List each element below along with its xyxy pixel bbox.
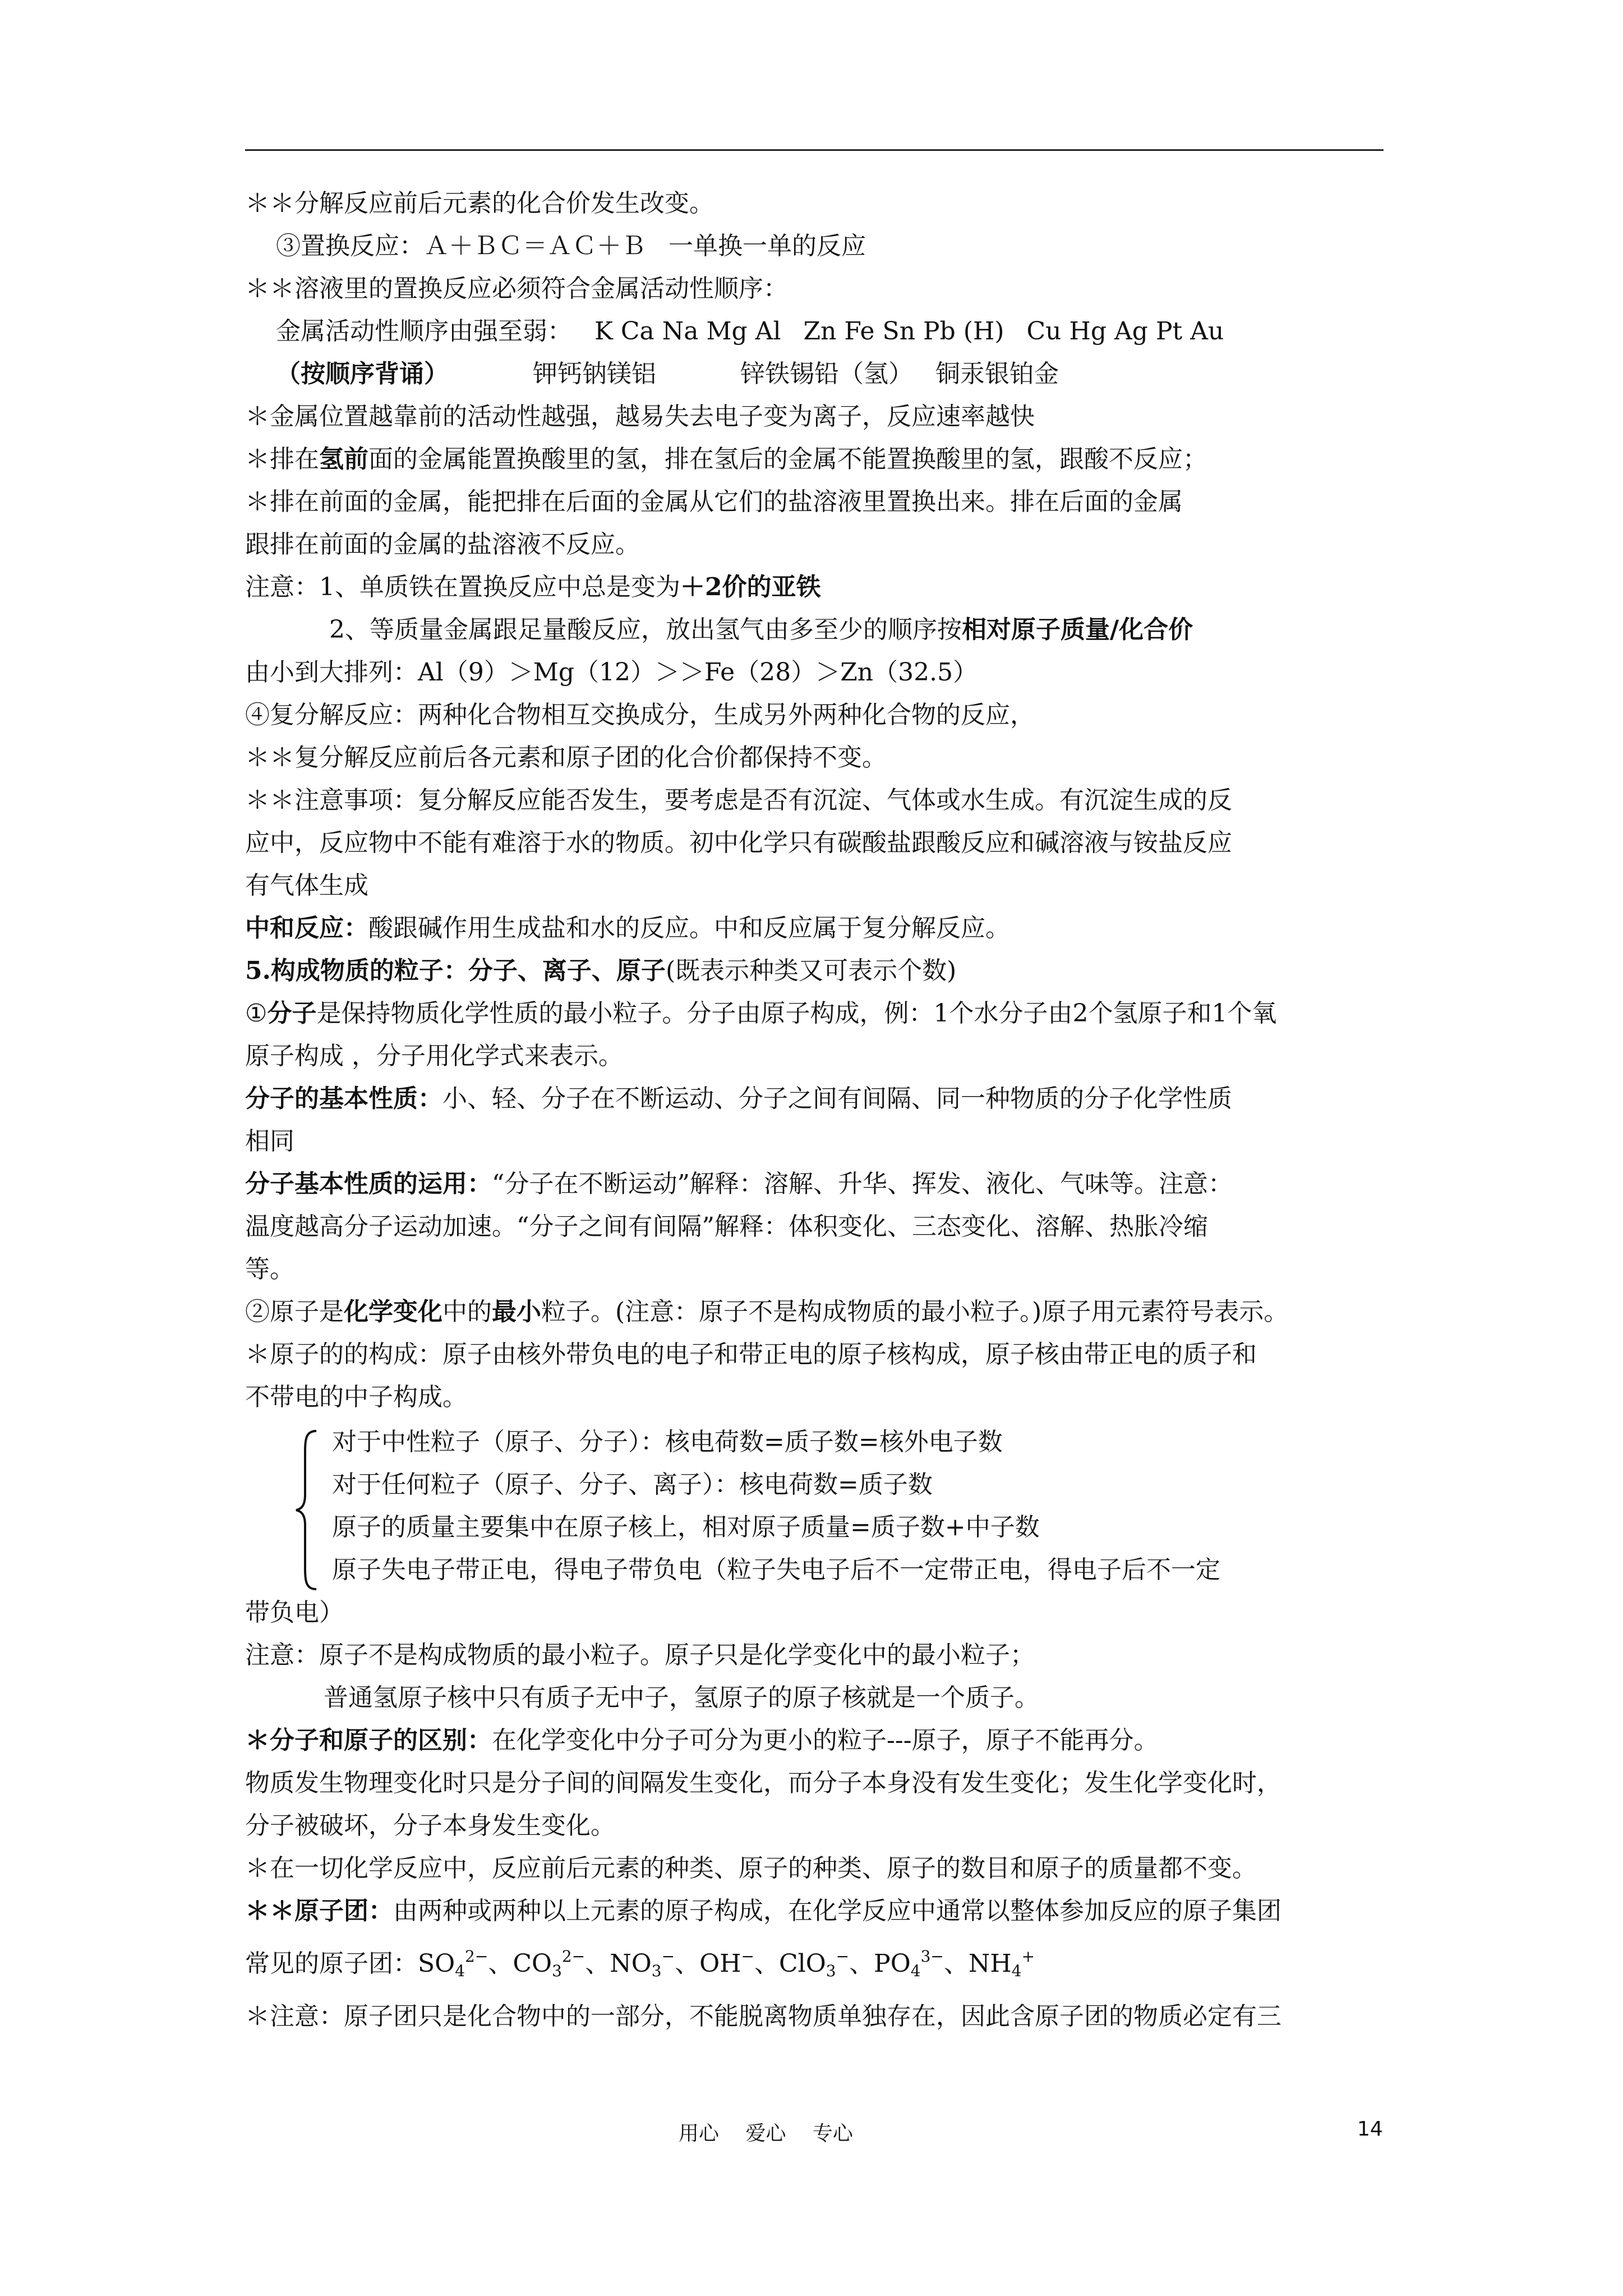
text-line: 中和反应：酸跟碱作用生成盐和水的反应。中和反应属于复分解反应。	[245, 914, 1010, 942]
text-line: 分子的基本性质：小、轻、分子在不断运动、分子之间有间隔、同一种物质的分子化学性质	[245, 1084, 1232, 1113]
text-line: ＊排在前面的金属，能把排在后面的金属从它们的盐溶液里置换出来。排在后面的金属	[245, 487, 1183, 516]
ion-po4: $PO_4^{3-}$	[874, 1947, 944, 1980]
text-line: ①分子是保持物质化学性质的最小粒子。分子由原子构成，例：1个水分子由2个氢原子和1个氧	[245, 999, 1277, 1028]
page-footer	[0, 2118, 1623, 2151]
section-heading: 5.构成物质的粒子：分子、离子、原子(既表示种类又可表示个数)	[245, 956, 957, 985]
text-line: 应中，反应物中不能有难溶于水的物质。初中化学只有碳酸盐跟酸反应和碱溶液与铵盐反应	[245, 829, 1232, 857]
ion-nh4: $NH_4^+$	[968, 1947, 1035, 1980]
text-line: 跟排在前面的金属的盐溶液不反应。	[245, 530, 640, 559]
text-line: 等。	[245, 1255, 294, 1283]
text-line: ＊在一切化学反应中，反应前后元素的种类、原子的种类、原子的数目和原子的质量都不变。	[245, 1854, 1257, 1883]
text-line: 由小到大排列：Al（9）＞Mg（12）＞＞Fe（28）＞Zn（32.5）	[245, 658, 978, 687]
text-line: 温度越高分子运动加速。“分子之间有间隔”解释：体积变化、三态变化、溶解、热胀冷缩	[245, 1212, 1208, 1241]
text-line: 原子的质量主要集中在原子核上，相对原子质量=质子数+中子数	[332, 1513, 1040, 1542]
curly-brace-icon	[293, 1429, 321, 1591]
page-number: 14	[1357, 2118, 1383, 2141]
text-line: ＊＊分解反应前后元素的化合价发生改变。	[245, 189, 714, 218]
text-line: ②原子是化学变化中的最小粒子。(注意：原子不是构成物质的最小粒子。)原子用元素符号表示。	[245, 1297, 1289, 1326]
atom-facts-group	[245, 1421, 1409, 1591]
text-line: 不带电的中子构成。	[245, 1383, 467, 1411]
text-line: 原子构成 ，分子用化学式来表示。	[245, 1042, 623, 1070]
text-line: 分子被破坏，分子本身发生变化。	[245, 1811, 615, 1840]
text-line: ③置换反应：Ａ＋ＢＣ＝ＡＣ＋Ｂ 一单换一单的反应	[276, 232, 866, 260]
text-line: 分子基本性质的运用：“分子在不断运动”解释：溶解、升华、挥发、液化、气味等。注意：	[245, 1170, 1233, 1198]
text-line: 原子失电子带正电，得电子带负电（粒子失电子后不一定带正电，得电子后不一定	[332, 1556, 1220, 1584]
ion-co3: $CO_3^{2-}$	[513, 1947, 585, 1980]
text-line: 注意：原子不是构成物质的最小粒子。原子只是化学变化中的最小粒子；	[245, 1641, 1035, 1669]
text-line: ＊注意：原子团只是化合物中的一部分，不能脱离物质单独存在，因此含原子团的物质必定有三	[245, 2002, 1281, 2031]
text-line: ＊＊溶液里的置换反应必须符合金属活动性顺序：	[245, 274, 788, 303]
ion-no3: $NO_3^-$	[610, 1947, 675, 1980]
text-line: 对于任何粒子（原子、分子、离子）：核电荷数=质子数	[332, 1470, 933, 1499]
footer-motto: 用心 爱心 专心	[679, 2122, 853, 2145]
activity-series-mnemonic: （按顺序背诵） 钾钙钠镁铝 锌铁锡铅（氢） 铜汞银铂金	[276, 360, 1059, 388]
text-line: 注意：1、单质铁在置换反应中总是变为＋2价的亚铁	[245, 573, 821, 601]
text-line: ＊原子的的构成：原子由核外带负电的电子和带正电的原子核构成，原子核由带正电的质子和	[245, 1340, 1257, 1369]
text-line: ＊排在氢前面的金属能置换酸里的氢，排在氢后的金属不能置换酸里的氢，跟酸不反应；	[245, 445, 1207, 473]
ion-so4: $SO_4^{2-}$	[418, 1947, 488, 1980]
document-body	[245, 182, 1409, 2038]
ion-list-line: 常见的原子团：$SO_4^{2-}$、$CO_3^{2-}$、$NO_3^-$、OH−、ClO$_3$−、$PO_4^{3-}$、$NH_4^+$	[245, 1947, 1035, 1980]
ion-clo3: ClO$_3$−	[778, 1947, 850, 1980]
text-line: 普通氢原子核中只有质子无中子，氢原子的原子核就是一个质子。	[324, 1683, 1039, 1712]
text-line: ＊金属位置越靠前的活动性越强，越易失去电子变为离子，反应速率越快	[245, 402, 1035, 431]
text-line: ＊＊原子团：由两种或两种以上元素的原子构成，在化学反应中通常以整体参加反应的原子集团	[245, 1897, 1281, 1925]
text-line: ＊＊复分解反应前后各元素和原子团的化合价都保持不变。	[245, 743, 887, 772]
text-line: 有气体生成	[245, 871, 368, 900]
text-line: 物质发生物理变化时只是分子间的间隔发生变化，而分子本身没有发生变化；发生化学变化时，	[245, 1769, 1281, 1797]
text-line: ＊＊注意事项：复分解反应能否发生，要考虑是否有沉淀、气体或水生成。有沉淀生成的反	[245, 786, 1232, 815]
text-line: 带负电）	[245, 1598, 344, 1627]
ion-oh: OH−	[699, 1947, 754, 1978]
activity-series-line: 金属活动性顺序由强至弱： K Ca Na Mg Al Zn Fe Sn Pb (H) Cu Hg Ag Pt Au	[276, 317, 1224, 346]
text-line: ＊分子和原子的区别：在化学变化中分子可分为更小的粒子---原子，原子不能再分。	[245, 1726, 1159, 1755]
header-rule	[245, 149, 1384, 151]
text-line: 对于中性粒子（原子、分子）：核电荷数=质子数=核外电子数	[332, 1428, 1003, 1456]
text-line: 2、等质量金属跟足量酸反应，放出氢气由多至少的顺序按相对原子质量/化合价	[329, 615, 1193, 644]
text-line: 相同	[245, 1127, 294, 1156]
text-line: ④复分解反应：两种化合物相互交换成分，生成另外两种化合物的反应，	[245, 701, 1035, 729]
